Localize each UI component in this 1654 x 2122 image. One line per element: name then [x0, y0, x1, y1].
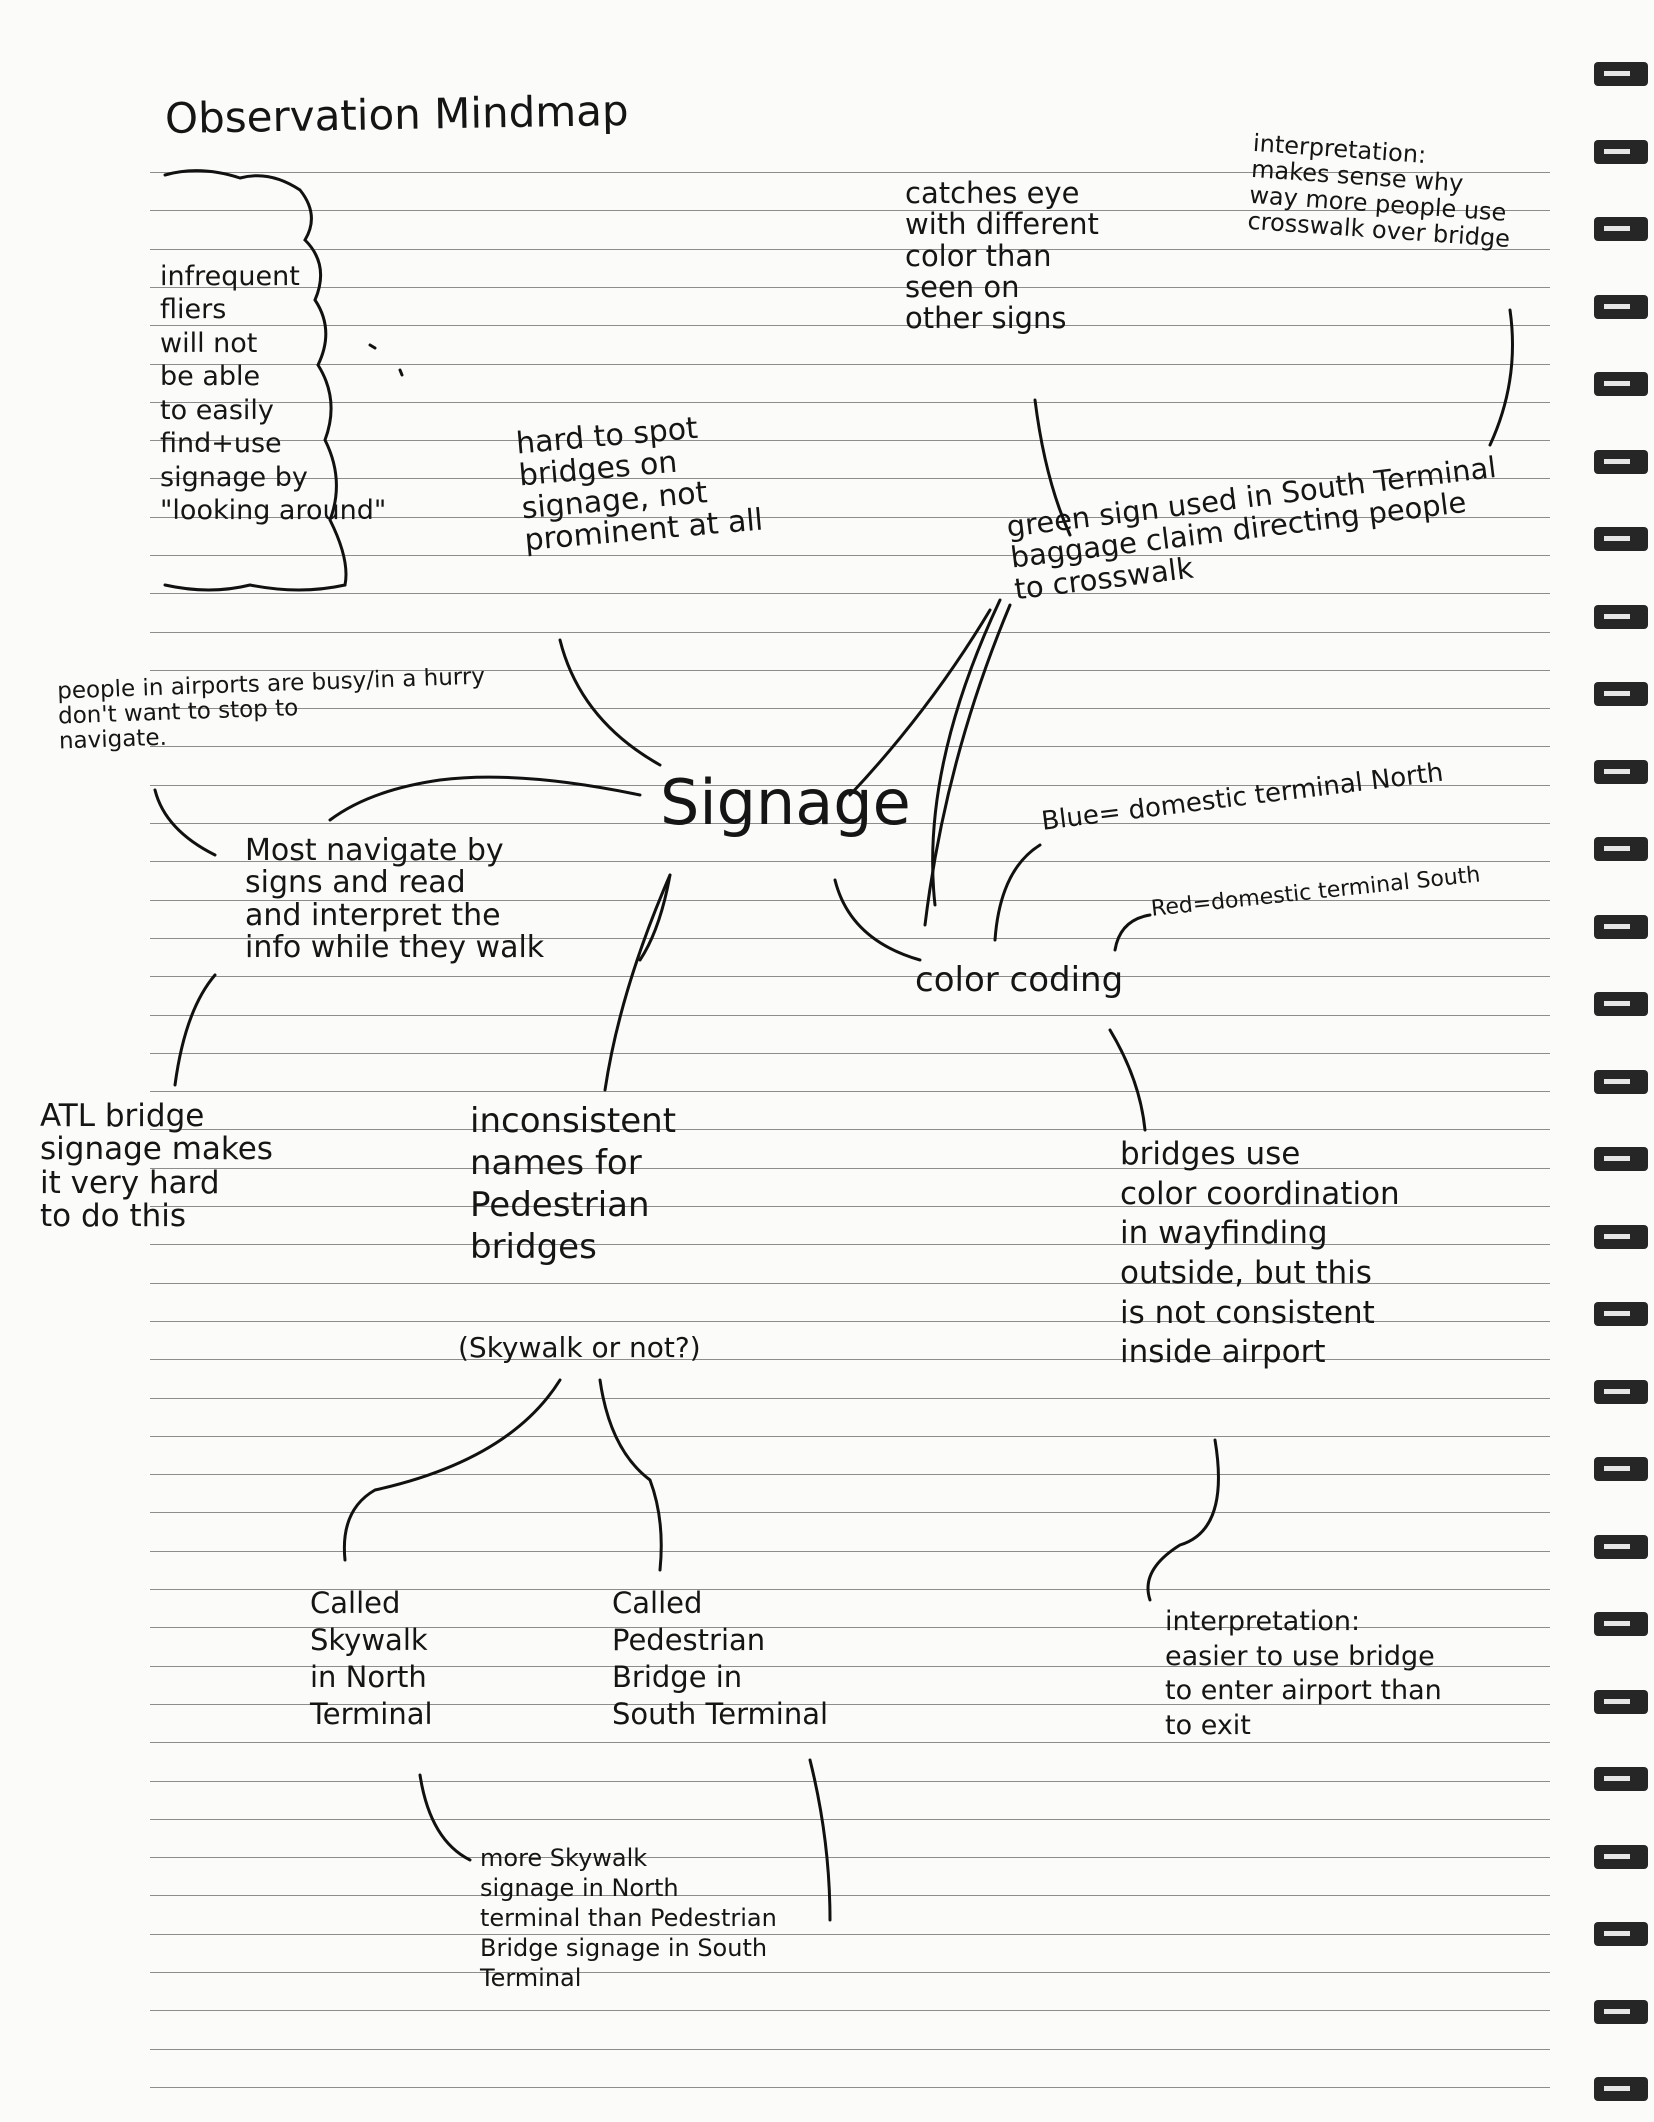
- center-node-signage: Signage: [660, 766, 911, 839]
- node-most-navigate: Most navigate by signs and read and interpret the info while they walk: [245, 833, 545, 966]
- node-called-skywalk: Called Skywalk in North Terminal: [310, 1586, 433, 1732]
- connector-busy-to-most: [155, 790, 215, 855]
- node-infrequent-fliers: infrequent fliers will not be able to easily find+use signage by "looking around": [160, 261, 387, 527]
- connector-color-bridges: [1110, 1030, 1145, 1130]
- node-skywalk-question: (Skywalk or not?): [458, 1331, 701, 1364]
- node-hard-to-spot: hard to spot bridges on signage, not prominent at all: [514, 410, 765, 559]
- node-red: Red=domestic terminal South: [1149, 862, 1482, 922]
- connector-center-inconsistent: [605, 875, 670, 1090]
- node-green-sign: green sign used in South Terminal baggage claim directing people to crosswalk: [1004, 449, 1499, 606]
- node-blue: Blue= domestic terminal North: [1039, 757, 1445, 837]
- page-title: Observation Mindmap: [164, 85, 629, 144]
- connector-bridges-interpretation-bottom: [1148, 1440, 1218, 1600]
- connector-blue-color: [995, 845, 1040, 940]
- node-called-pedestrian: Called Pedestrian Bridge in South Terminal: [612, 1586, 829, 1732]
- node-bridges-color: bridges use color coordination in wayfinding outside, but this is not consistent inside airport: [1120, 1136, 1400, 1371]
- connector-center-busy-people: [330, 777, 640, 820]
- node-inconsistent-names: inconsistent names for Pedestrian bridges: [470, 1101, 677, 1268]
- connector-center-hard-to-spot: [560, 640, 660, 765]
- node-interpretation-bottom: interpretation: easier to use bridge to enter airport than to exit: [1165, 1606, 1442, 1741]
- node-catches-eye: catches eye with different color than seen on other signs: [905, 176, 1099, 336]
- connector-color-green-2: [925, 605, 1010, 925]
- connector-center-color-coding: [835, 880, 920, 960]
- node-atl-bridge: ATL bridge signage makes it very hard to do this: [40, 1098, 273, 1235]
- connector-interpretation-top-green: [1490, 310, 1513, 445]
- connector-most-to-atl: [175, 975, 215, 1085]
- connector-called-skywalk-more: [420, 1775, 470, 1860]
- connector-inconsistent-called-skywalk: [344, 1380, 560, 1560]
- node-more-skywalk: more Skywalk signage in North terminal than Pedestrian Bridge signage in South Terminal: [480, 1844, 777, 1992]
- connector-called-pedestrian-more: [810, 1760, 830, 1920]
- node-busy-people: people in airports are busy/in a hurry don't want to stop to navigate.: [56, 663, 486, 755]
- connector-red-color: [1115, 915, 1150, 950]
- connector-inconsistent-called-pedestrian: [600, 1380, 661, 1570]
- node-interpretation-top: interpretation: makes sense why way more people use crosswalk over bridge: [1246, 128, 1511, 253]
- node-color-coding: color coding: [915, 960, 1124, 1000]
